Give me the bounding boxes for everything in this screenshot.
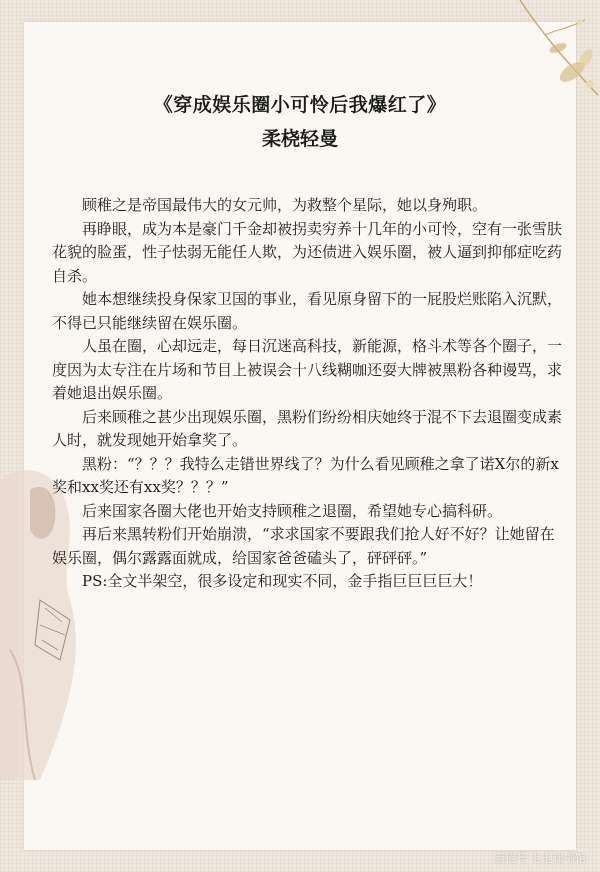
source-watermark: 百度号 七七谈书馆 bbox=[494, 852, 586, 865]
synopsis-paragraph: 黑粉：“？？？我特么走错世界线了？为什么看见顾稚之拿了诺X尔的新x奖和xx奖还有xx奖？？？” bbox=[52, 454, 559, 496]
book-title: 《穿成娱乐圈小可怜后我爆红了》 bbox=[153, 94, 447, 116]
title-block bbox=[0, 92, 600, 152]
book-author: 柔桡轻曼 bbox=[261, 128, 338, 150]
synopsis-paragraph: 再睁眼，成为本是豪门千金却被拐卖穷养十几年的小可怜，空有一张雪肤花貌的脸蛋，性子怯弱无能任人欺，为还债进入娱乐圈，被人逼到抑郁症吃药自杀。 bbox=[52, 219, 563, 285]
synopsis-paragraph: 后来顾稚之甚少出现娱乐圈，黑粉们纷纷相庆她终于混不下去退圈变成素人时，就发现她开始拿奖了。 bbox=[52, 407, 563, 449]
synopsis-body bbox=[52, 194, 564, 594]
synopsis-paragraph: 她本想继续投身保家卫国的事业，看见原身留下的一屁股烂账陷入沉默，不得已只能继续留在娱乐圈。 bbox=[52, 290, 563, 332]
synopsis-paragraph: PS:全文半架空，很多设定和现实不同，金手指巨巨巨巨大！ bbox=[82, 572, 483, 590]
synopsis-paragraph: 后来国家各圈大佬也开始支持顾稚之退圈，希望她专心搞科研。 bbox=[82, 501, 503, 520]
synopsis-paragraph: 顾稚之是帝国最伟大的女元帅，为救整个星际，她以身殉职。 bbox=[82, 196, 488, 214]
synopsis-paragraph: 人虽在圈，心却远走，每日沉迷高科技，新能源，格斗术等各个圈子，一度因为太专注在片场和节目上被误会十八线糊咖还耍大牌被黑粉各种谩骂，求着她退出娱乐圈。 bbox=[52, 337, 563, 402]
synopsis-paragraph: 再后来黑转粉们开始崩溃，“求求国家不要跟我们抢人好不好？让她留在娱乐圈，偶尔露露面就成，给国家爸爸磕头了，砰砰砰。” bbox=[52, 525, 555, 567]
